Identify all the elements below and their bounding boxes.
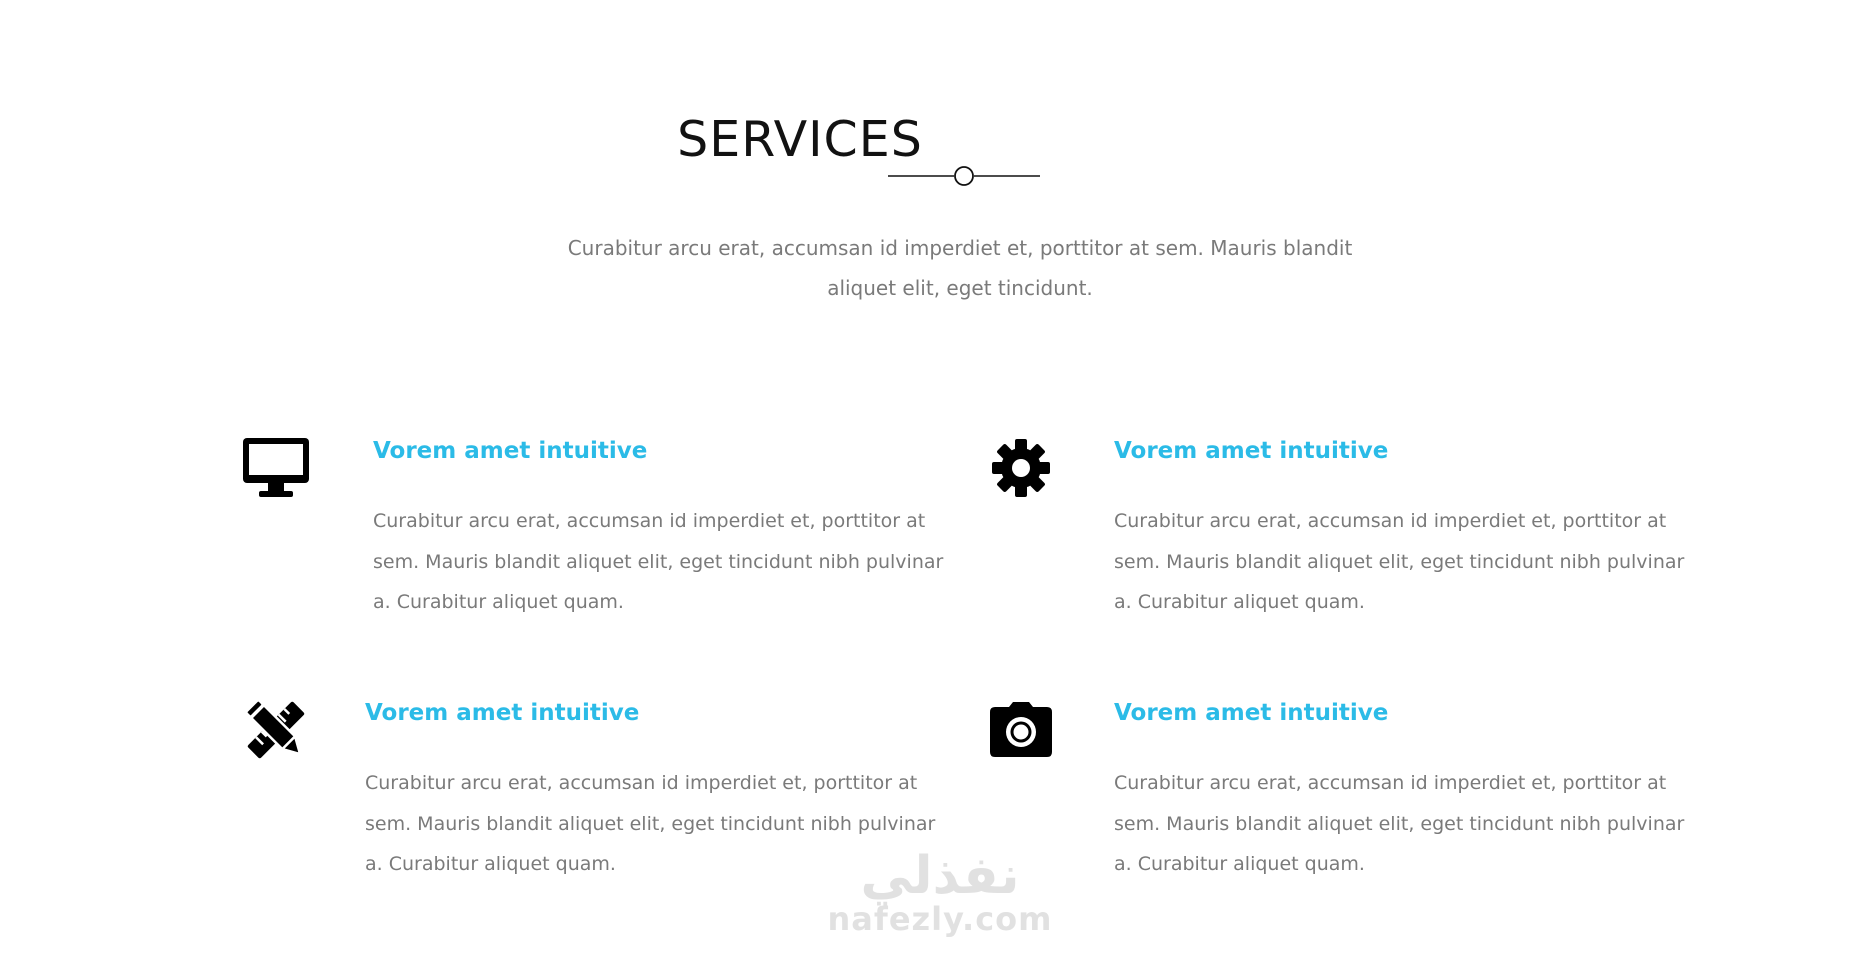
service-item-1 <box>240 432 944 642</box>
section-title: SERVICES <box>677 110 923 168</box>
desktop-icon <box>240 432 312 504</box>
gear-icon <box>985 432 1057 504</box>
watermark-domain-text: nafezly.com <box>827 900 1053 938</box>
title-divider <box>888 166 1040 186</box>
service-heading: Vorem amet intuitive <box>1114 438 1389 464</box>
camera-icon <box>985 694 1057 766</box>
service-heading: Vorem amet intuitive <box>373 438 648 464</box>
service-description: Curabitur arcu erat, accumsan id imperdiet et, porttitor at sem. Mauris blandit aliquet elit, eget tincidunt nibh pulvinar a. Curabitur aliquet quam. <box>1114 510 1685 613</box>
watermark-logo <box>820 846 1060 938</box>
service-heading: Vorem amet intuitive <box>1114 700 1389 726</box>
service-description: Curabitur arcu erat, accumsan id imperdiet et, porttitor at sem. Mauris blandit aliquet elit, eget tincidunt nibh pulvinar a. Curabitur aliquet quam. <box>1114 772 1685 875</box>
service-description: Curabitur arcu erat, accumsan id imperdiet et, porttitor at sem. Mauris blandit aliquet elit, eget tincidunt nibh pulvinar a. Curabitur aliquet quam. <box>365 772 936 875</box>
section-intro: Curabitur arcu erat, accumsan id imperdiet et, porttitor at sem. Mauris blandit aliquet elit, eget tincidunt. <box>567 236 1353 300</box>
watermark-arabic-text: نفذلي <box>860 846 1020 906</box>
service-item-2 <box>985 432 1685 642</box>
service-item-4 <box>985 694 1685 904</box>
service-heading: Vorem amet intuitive <box>365 700 640 726</box>
pencil-ruler-icon <box>240 694 312 766</box>
service-description: Curabitur arcu erat, accumsan id imperdiet et, porttitor at sem. Mauris blandit aliquet elit, eget tincidunt nibh pulvinar a. Curabitur aliquet quam. <box>373 510 944 613</box>
service-item-3 <box>240 694 936 904</box>
